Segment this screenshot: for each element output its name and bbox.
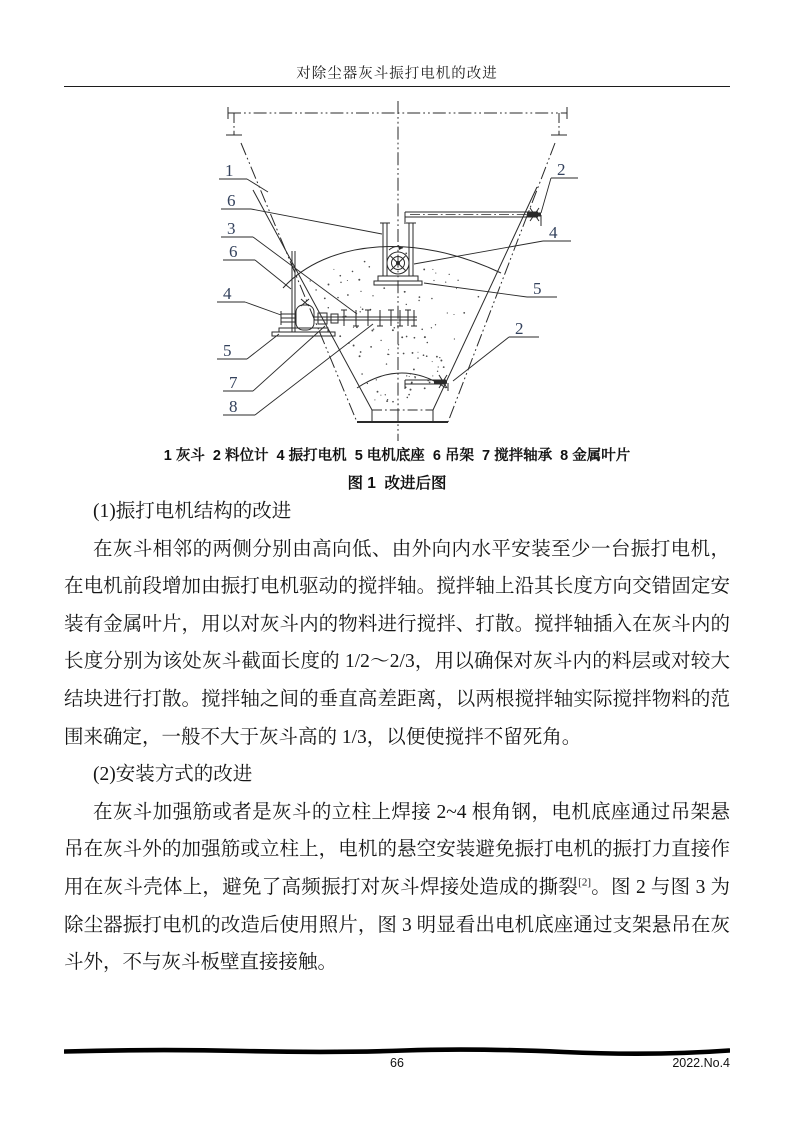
- callout-6-lower-left: [223, 242, 291, 289]
- callout-6-upper-left: [221, 191, 382, 234]
- hopper-outlet: [357, 410, 448, 422]
- svg-text:7: 7: [229, 373, 238, 392]
- agitator-assembly: [272, 251, 417, 336]
- figure-caption-title: 图 1 改进后图: [347, 475, 447, 492]
- page-number: 66: [390, 1056, 404, 1070]
- svg-text:2: 2: [515, 319, 524, 338]
- figure-1: [167, 95, 627, 447]
- callout-5-right: [424, 279, 557, 298]
- callout-2-bottom-right: [453, 319, 539, 381]
- callout-3-left: [221, 219, 357, 314]
- svg-text:4: 4: [223, 284, 232, 303]
- paragraph-2-text-cont: 。图 2 与图 3 为除尘器振打电机的改造后使用照片，图 3 明显看出电机底座通过支架悬吊在灰斗外，不与灰斗板壁直接接触。: [64, 876, 730, 974]
- header-rule: [64, 86, 730, 87]
- svg-text:8: 8: [229, 397, 238, 416]
- hopper-top-edge: [226, 107, 567, 135]
- figure-drawing: [167, 95, 627, 447]
- callout-2-top-right: [541, 160, 578, 213]
- figure-caption-labels: 1 灰斗 2 料位计 4 振打电机 5 电机底座 6 吊架 7 搅拌轴承 8 金属叶片: [163, 448, 631, 464]
- article-body: [64, 493, 730, 982]
- svg-text:1: 1: [225, 161, 234, 180]
- callout-4-left: [217, 284, 281, 315]
- callout-1-left: [219, 161, 268, 192]
- section-heading-1: (1)振打电机结构的改进: [93, 501, 292, 522]
- svg-text:6: 6: [227, 191, 236, 210]
- paragraph-2-text: 在灰斗加强筋或者是灰斗的立柱上焊接 2~4 根角钢，电机底座通过吊架悬吊在灰斗外的加强筋或立柱上，电机的悬空安装避免振打电机的振打力直接作用在灰斗壳体上，避免了高频振打对灰斗焊接处造成的撕裂: [64, 801, 730, 898]
- footer-rule: [64, 1046, 730, 1056]
- svg-text:3: 3: [227, 219, 236, 238]
- issue-number: 2022.No.4: [672, 1056, 730, 1070]
- citation-superscript: [2]: [578, 876, 591, 889]
- callout-4-right: [414, 223, 571, 264]
- material-surface: [283, 247, 501, 405]
- paragraph-1: 在灰斗相邻的两侧分别由高向低、由外向内水平安装至少一台振打电机，在电机前段增加由振打电机驱动的搅拌轴。搅拌轴上沿其长度方向交错固定安装有金属叶片，用以对灰斗内的物料进行搅拌、打散。搅拌轴插入在灰斗内的长度分别为该处灰斗截面长度的 1/2～2/3，用以确保对灰斗内的料层或对较大结块进行打散。搅拌轴之间的垂直高差距离，以两根搅拌轴实际搅拌物料的范围来确定，一般不大于灰斗高的 1/3，以便使搅拌不留死角。: [64, 538, 730, 748]
- svg-text:6: 6: [229, 242, 238, 261]
- paragraph-2: [64, 794, 730, 982]
- svg-text:5: 5: [223, 341, 232, 360]
- callout-5-left: [217, 334, 279, 360]
- svg-text:4: 4: [549, 223, 558, 242]
- svg-text:2: 2: [557, 160, 566, 179]
- section-heading-2: (2)安装方式的改进: [93, 764, 253, 786]
- svg-text:5: 5: [533, 279, 542, 298]
- running-head-title: 对除尘器灰斗振打电机的改进: [296, 66, 498, 82]
